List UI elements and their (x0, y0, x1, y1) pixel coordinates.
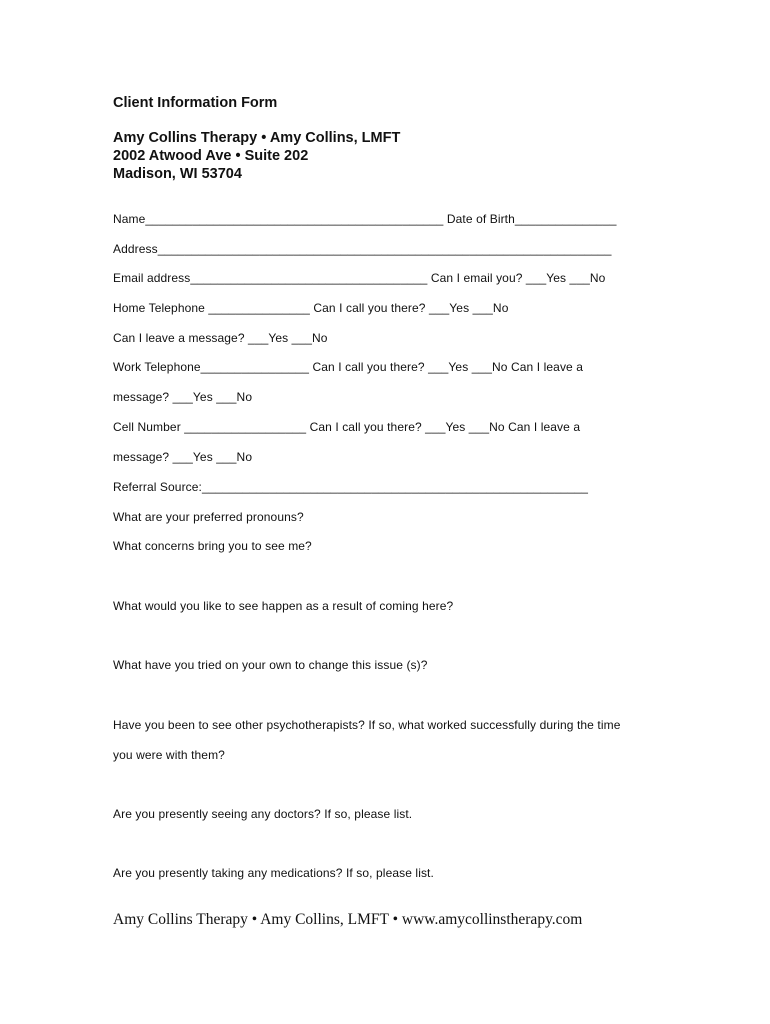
home-message-field[interactable]: Can I leave a message? ___Yes ___No (113, 331, 328, 345)
question-tried: What have you tried on your own to change this issue (s)? (113, 658, 428, 672)
question-psychotherapists: Have you been to see other psychotherapists? If so, what worked successfully during the time (113, 718, 621, 732)
cell-message-field[interactable]: message? ___Yes ___No (113, 450, 253, 464)
question-concerns: What concerns bring you to see me? (113, 539, 312, 553)
work-telephone-field[interactable]: Work Telephone________________ Can I call you there? ___Yes ___No Can I leave a (113, 360, 584, 374)
question-pronouns: What are your preferred pronouns? (113, 510, 304, 524)
form-title: Client Information Form (113, 95, 278, 111)
address-field[interactable]: Address___________________________________________________________________ (113, 242, 612, 256)
name-field[interactable]: Name____________________________________________ Date of Birth_______________ (113, 212, 617, 226)
page-footer: Amy Collins Therapy • Amy Collins, LMFT • www.amycollinstherapy.com (113, 911, 583, 928)
question-psychotherapists-cont: you were with them? (113, 748, 225, 762)
referral-source-field[interactable]: Referral Source:_________________________________________________________ (113, 480, 589, 494)
practice-name: Amy Collins Therapy • Amy Collins, LMFT (113, 130, 401, 146)
practice-address-line2: Madison, WI 53704 (113, 166, 242, 182)
home-telephone-field[interactable]: Home Telephone _______________ Can I call you there? ___Yes ___No (113, 301, 509, 315)
work-message-field[interactable]: message? ___Yes ___No (113, 390, 253, 404)
question-outcome: What would you like to see happen as a result of coming here? (113, 599, 454, 613)
practice-address-line1: 2002 Atwood Ave • Suite 202 (113, 148, 309, 164)
question-doctors: Are you presently seeing any doctors? If so, please list. (113, 807, 413, 821)
cell-number-field[interactable]: Cell Number __________________ Can I call you there? ___Yes ___No Can I leave a (113, 420, 581, 434)
question-medications: Are you presently taking any medications? If so, please list. (113, 866, 434, 880)
email-field[interactable]: Email address___________________________________ Can I email you? ___Yes ___No (113, 271, 606, 285)
